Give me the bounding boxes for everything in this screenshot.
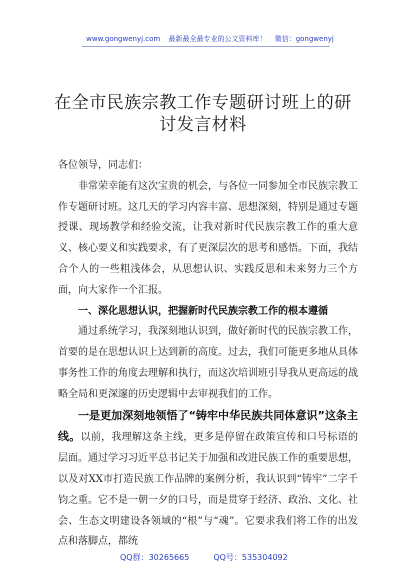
paragraph-intro: 非常荣幸能有这次宝贵的机会，与各位一同参加全市民族宗教工作专题研讨班。这几天的学习内容丰富、思想深刻，特别是通过专题授课、现场教学和经验交流，让我对新时代民族宗教工作的重大意义、核心要义和实践要求，有了更深层次的思考和感悟。下面，我结合个人的一些粗浅体会，从思想认识、实践反思和未来努力三个方面，向大家作一个汇报。 [58,180,358,296]
document-body [58,156,358,553]
salutation: 各位领导，同志们： [58,160,148,171]
site-url[interactable]: www.gongwenyj.com [86,35,161,43]
page-footer [120,552,320,563]
paragraph-2: 通过系统学习，我深刻地认识到，做好新时代的民族宗教工作，首要的是在思想认识上达到新的高度。过去，我们可能更多地从具体事务性工作的角度去理解和执行，而这次培训班引导我从更高远的战略全局和更深邃的历史逻辑中去审视我们的工作。 [58,326,358,400]
site-header [80,34,340,44]
paragraph-3 [58,406,358,554]
header-divider [82,46,330,47]
paragraph-3-lead: 一是更加深刻地领悟了“铸牢中华民族共同体意识”这条主线。 [58,408,358,444]
section-heading-1: 一、深化思想认识，把握新时代民族宗教工作的根本遵循 [78,305,328,317]
site-slogan: 最新最全最专业的公文资料库！ [168,35,267,43]
qq-group: QQ群：30265665 [120,553,190,562]
paragraph-3-text: 以前，我理解这条主线，更多是停留在政策宣传和口号标语的层面。通过学习习近平总书记关于加强和改进民族工作的重要思想，以及对XX市打造民族工作品牌的案例分析，我认识到“铸牢”二字千钧之重。它不是一朝一夕的口号，而是贯穿于经济、政治、文化、社会、生态文明建设各领域的“根”与“魂”。它要求我们将工作的出发点和落脚点，都统 [58,432,359,548]
wechat-id: 微信：gongwenyj [274,35,334,43]
qq-number: QQ号：535304092 [213,553,288,562]
document-title: 在全市民族宗教工作专题研讨班上的研讨发言材料 [54,93,352,135]
